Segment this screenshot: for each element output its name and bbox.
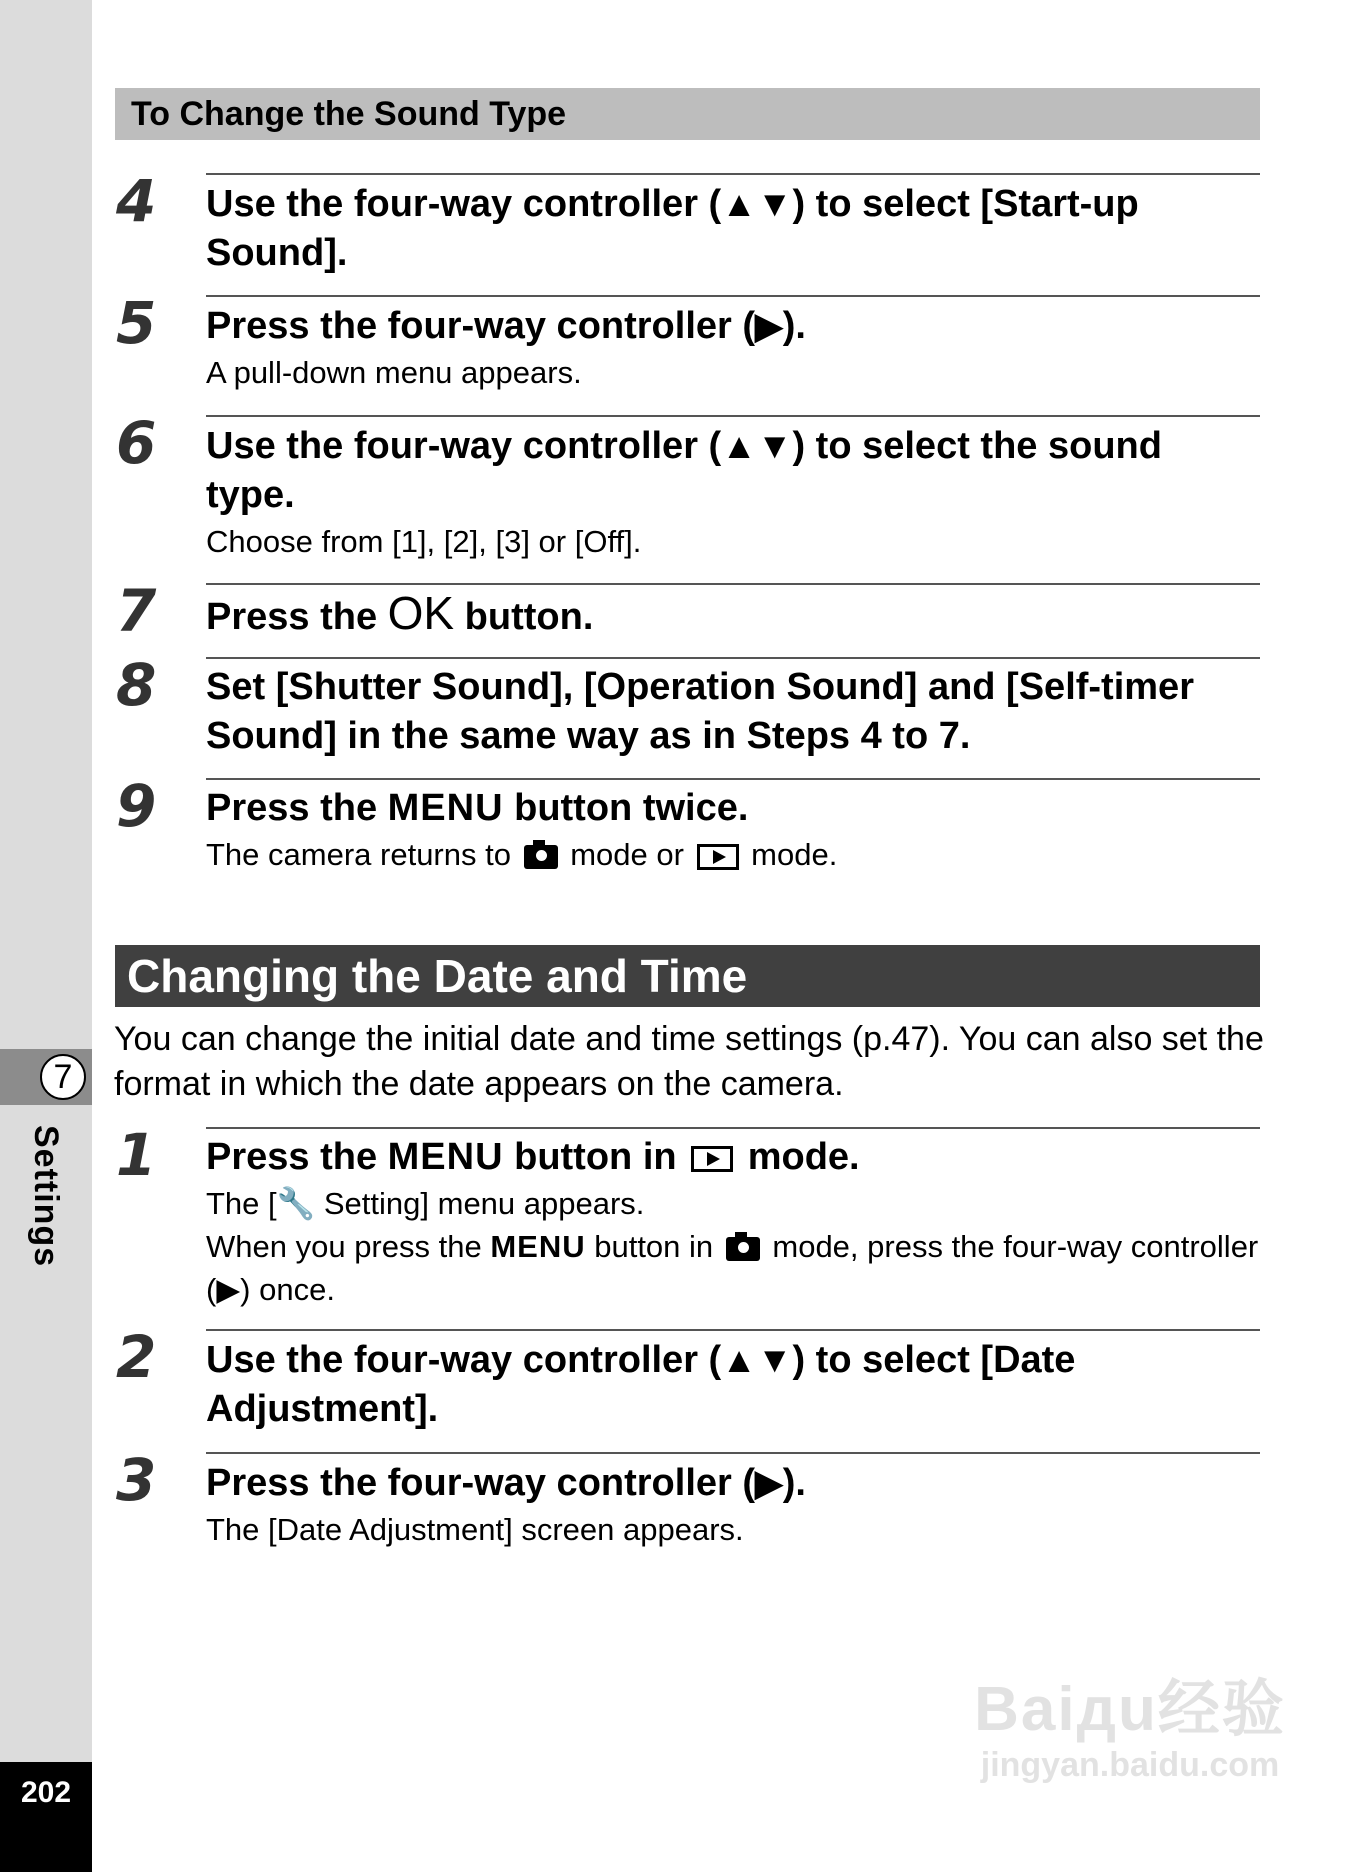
step-heading: Press the MENU button in mode. [206, 1136, 860, 1178]
step-description: Choose from [1], [2], [3] or [Off]. [206, 524, 642, 559]
step-note: When you press the MENU button in mode, press the four-way controller (▶) once. [206, 1229, 1259, 1307]
step-number: 5 [116, 289, 155, 357]
step-6 [116, 409, 1260, 563]
menu-button-label: MENU [387, 787, 504, 829]
right-arrow-icon: ▶ [216, 1272, 241, 1307]
up-down-arrows-icon: ▲▼ [721, 183, 793, 224]
sidebar [0, 0, 92, 1872]
step-heading: Use the four-way controller (▲▼) to select [Start-up Sound]. [206, 183, 1139, 274]
menu-button-label: MENU [387, 1136, 504, 1178]
date-step-1 [116, 1121, 1260, 1311]
step-4 [116, 167, 1260, 278]
chapter-label: Settings [27, 1125, 65, 1268]
step-number: 7 [116, 577, 155, 645]
step-number: 6 [116, 409, 155, 477]
page-number: 202 [0, 1762, 92, 1872]
step-heading: Press the MENU button twice. [206, 787, 749, 829]
up-down-arrows-icon: ▲▼ [721, 425, 793, 466]
menu-button-label: MENU [490, 1229, 586, 1264]
step-7 [116, 577, 1260, 645]
date-step-2 [116, 1323, 1260, 1434]
up-down-arrows-icon: ▲▼ [721, 1339, 793, 1380]
step-heading: Press the OK button. [206, 587, 594, 639]
step-number: 2 [116, 1323, 155, 1391]
step-5 [116, 289, 1260, 394]
chapter-number: 7 [40, 1054, 86, 1100]
step-8 [116, 651, 1260, 761]
step-heading: Use the four-way controller (▲▼) to select [Date Adjustment]. [206, 1339, 1076, 1430]
step-number: 8 [116, 651, 155, 719]
camera-icon [726, 1237, 760, 1261]
step-number: 1 [116, 1121, 155, 1189]
step-heading: Use the four-way controller (▲▼) to select the sound type. [206, 425, 1162, 516]
section-title: Changing the Date and Time [115, 945, 1260, 1007]
step-heading: Press the four-way controller (▶). [206, 1462, 806, 1504]
step-description: The [Date Adjustment] screen appears. [206, 1512, 744, 1547]
step-description: The [🔧 Setting] menu appears. [206, 1186, 645, 1221]
step-heading: Press the four-way controller (▶). [206, 305, 806, 347]
playback-icon [691, 1146, 733, 1172]
date-step-3 [116, 1446, 1260, 1551]
step-heading: Set [Shutter Sound], [Operation Sound] and [Self-timer Sound] in the same way as in Steps 4 to 7. [206, 666, 1194, 757]
camera-icon [524, 845, 558, 869]
step-9 [116, 772, 1260, 876]
section-intro: You can change the initial date and time settings (p.47). You can also set the format in which the date appears on the camera. [114, 1020, 1264, 1103]
playback-icon [697, 844, 739, 870]
baidu-watermark: Baiдu经验 jingyan.baidu.com [974, 1675, 1286, 1784]
subsection-title: To Change the Sound Type [115, 88, 1260, 140]
step-description: A pull-down menu appears. [206, 355, 582, 390]
right-arrow-icon: ▶ [755, 305, 783, 346]
step-description: The camera returns to mode or mode. [206, 837, 838, 872]
wrench-icon: 🔧 [276, 1186, 316, 1221]
step-number: 9 [116, 772, 155, 840]
ok-button-label: OK [387, 587, 455, 639]
right-arrow-icon: ▶ [755, 1462, 783, 1503]
step-number: 4 [116, 167, 155, 235]
step-number: 3 [116, 1446, 155, 1514]
